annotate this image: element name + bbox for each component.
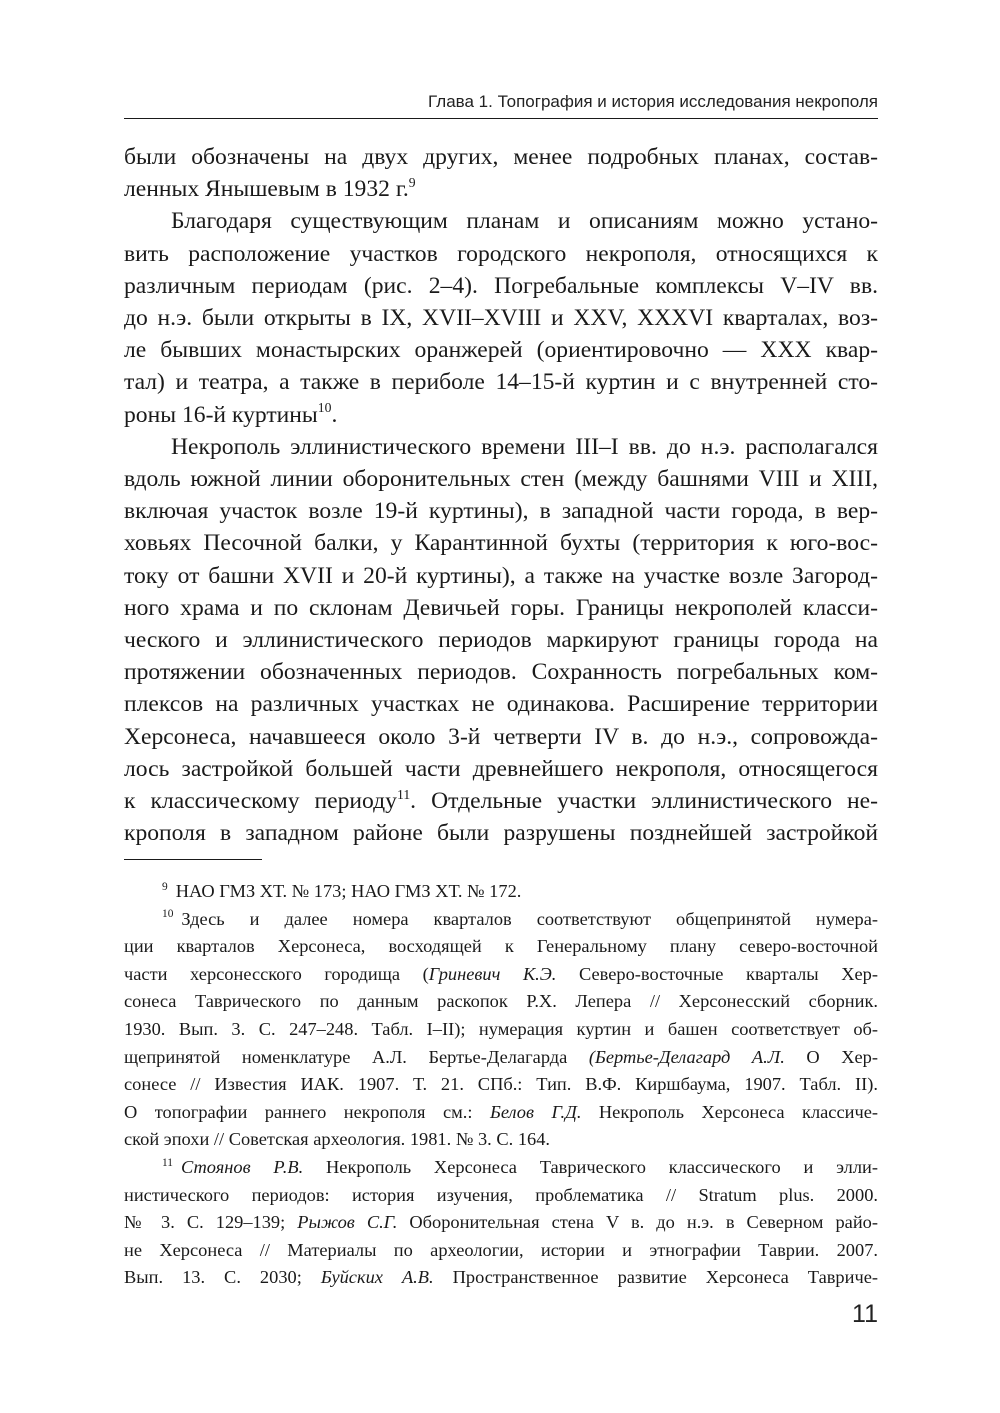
text-span: роны 16-й куртины xyxy=(124,401,318,428)
author-italic: (Бертье-Делагард А.Л. xyxy=(588,1046,785,1067)
text-line: ческого и эллинистического периодов маркируют границы города на xyxy=(124,627,878,654)
footnote-line: 1930. Вып. 3. С. 247–248. Табл. I–II); нумерация куртин и башен соответствует об- xyxy=(124,1018,878,1039)
paragraph-3 xyxy=(124,431,878,850)
footnote-9 xyxy=(124,878,878,906)
text-line: включая участок возле 19-й куртины), в западной части города, в вер- xyxy=(124,498,878,525)
text-line: ховьях Песочной балки, у Карантинной бухты (территория к юго-вос- xyxy=(124,530,878,557)
text-span: О топографии раннего некрополя см.: xyxy=(124,1101,490,1122)
text-line: тал) и театра, а также в периболе 14–15-й куртин и с внутренней сто- xyxy=(124,369,878,396)
text-span: ленных Янышевым в 1932 г. xyxy=(124,176,409,203)
text-line: вдоль южной линии оборонительных стен (между башнями VIII и XIII, xyxy=(124,466,878,493)
footnote-line: сонеса Таврического по данным раскопок Р.Х. Лепера // Херсонесский сборник. xyxy=(124,991,878,1012)
text-span: № 3. С. 129–139; xyxy=(124,1212,298,1233)
text-span: Некрополь Херсонеса Таврического классического и элли- xyxy=(303,1156,878,1177)
text-line: Херсонеса, начавшееся около 3-й четверти IV в. до н.э., сопровожда- xyxy=(124,723,878,750)
author-italic: Стоянов Р.В. xyxy=(180,1156,304,1177)
text-span: части херсонесского городища ( xyxy=(124,963,429,984)
footnote-line: ции кварталов Херсонеса, восходящей к Генеральному плану северо-восточной xyxy=(124,936,878,957)
footnote-number: 11 xyxy=(162,1156,173,1169)
footnotes xyxy=(124,878,878,1292)
footnote-line xyxy=(124,1264,878,1292)
text-span: Пространственное развитие Херсонеса Тавриче- xyxy=(433,1267,878,1288)
author-italic: Белов Г.Д. xyxy=(489,1101,582,1122)
text-span: Вып. 13. С. 2030; xyxy=(124,1267,321,1288)
text-line: Некрополь эллинистического времени III–I вв. до н.э. располагался xyxy=(171,433,878,460)
text-span: Здесь и далее номера кварталов соответствуют общепринятой нумера- xyxy=(181,908,878,929)
footnote-number: 10 xyxy=(162,908,174,921)
text-span: Северо-восточные кварталы Хер- xyxy=(556,963,878,984)
text-line xyxy=(124,399,878,431)
footnote-number: 9 xyxy=(162,880,168,893)
text-line: ного храма и по склонам Девичьей горы. Границы некрополей класси- xyxy=(124,594,878,621)
main-text xyxy=(124,141,878,849)
running-head: Глава 1. Топография и история исследования некрополя xyxy=(428,92,878,111)
text-line: Благодаря существующим планам и описаниям можно устано- xyxy=(171,208,878,235)
text-line: крополя в западном районе были разрушены позднейшей застройкой xyxy=(124,820,878,847)
page-number: 11 xyxy=(852,1300,878,1328)
footnote-line xyxy=(124,906,878,934)
text-span: . xyxy=(331,401,338,428)
footnote-line: нистического периодов: история изучения, проблематика // Stratum plus. 2000. xyxy=(124,1184,878,1205)
footnote-line xyxy=(124,1154,878,1182)
footnote-ref-9[interactable]: 9 xyxy=(408,174,416,190)
text-line: ле бывших монастырских оранжерей (ориентировочно — XXX квар- xyxy=(124,337,878,364)
footnote-separator xyxy=(124,859,262,860)
author-italic: Буйских А.В. xyxy=(320,1267,434,1288)
footnote-line xyxy=(124,1209,878,1237)
footnote-line xyxy=(124,1044,878,1072)
footnote-line: ской эпохи // Советская археология. 1981. № 3. С. 164. xyxy=(124,1129,551,1150)
text-line: протяжении обозначенных периодов. Сохранность погребальных ком- xyxy=(124,659,878,686)
text-line: плексов на различных участках не одинакова. Расширение территории xyxy=(124,691,878,718)
text-line: вить расположение участков городского некрополя, относящихся к xyxy=(124,240,878,267)
text-line: различным периодам (рис. 2–4). Погребальные комплексы V–IV вв. xyxy=(124,272,878,299)
paragraph-1 xyxy=(124,141,878,205)
text-line: до н.э. были открыты в IX, XVII–XVIII и XXV, XXXVI кварталах, воз- xyxy=(124,305,878,332)
paragraph-2 xyxy=(124,205,878,430)
text-line: току от башни XVII и 20-й куртины), а также на участке возле Загород- xyxy=(124,562,878,589)
footnote-line: не Херсонеса // Материалы по археологии, истории и этнографии Таврии. 2007. xyxy=(124,1239,878,1260)
text-span: Некрополь Херсонеса классиче- xyxy=(581,1101,878,1122)
footnote-ref-10[interactable]: 10 xyxy=(317,400,332,416)
footnote-line xyxy=(124,1099,878,1127)
footnote-ref-11[interactable]: 11 xyxy=(396,786,411,802)
text-span: О Хер- xyxy=(784,1046,878,1067)
footnote-10 xyxy=(124,906,878,1154)
footnote-11 xyxy=(124,1154,878,1292)
author-italic: Рыжов С.Г. xyxy=(297,1212,398,1233)
footnote-line xyxy=(124,878,878,906)
text-span: щепринятой номенклатуре А.Л. Бертье-Делагарда xyxy=(124,1046,589,1067)
text-line: лось застройкой большей части древнейшего некрополя, относящегося xyxy=(124,755,878,782)
author-italic: Гриневич К.Э. xyxy=(428,963,557,984)
footnote-line xyxy=(124,961,878,989)
header-rule xyxy=(124,118,878,119)
text-span: . Отдельные участки эллинистического не- xyxy=(410,788,879,815)
text-span: Оборонительная стена V в. до н.э. в Северном райо- xyxy=(397,1212,878,1233)
text-span: к классическому периоду xyxy=(124,788,397,815)
text-line xyxy=(124,785,878,817)
text-line xyxy=(124,173,878,205)
footnote-line: сонесе // Известия ИАК. 1907. Т. 21. СПб.: Тип. В.Ф. Киршбаума, 1907. Табл. II). xyxy=(124,1074,878,1095)
text-line: были обозначены на двух других, менее подробных планах, состав- xyxy=(124,144,878,170)
text-span: НАО ГМЗ ХТ. № 173; НАО ГМЗ ХТ. № 172. xyxy=(175,881,522,901)
